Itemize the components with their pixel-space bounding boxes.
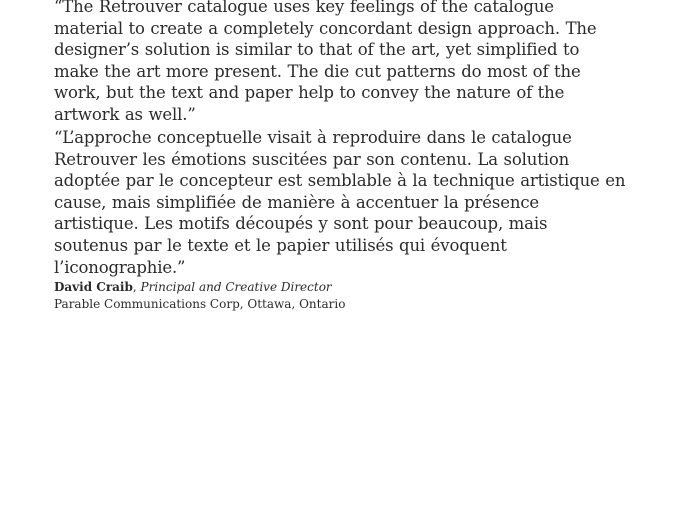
attribution-separator: ,	[132, 280, 141, 294]
english-quote: “The Retrouver catalogue uses key feelings of the catalogue material to create a completely concordant design approach. The designer’s solution is similar to that of the art, yet simplified to make the art more present. The die cut patterns do most of the work, but the text and paper help to convey the nature of the artwork as well.”	[54, 0, 597, 124]
attribution-line	[54, 279, 345, 296]
author-organization: Parable Communications Corp, Ottawa, Ontario	[54, 297, 346, 311]
author-name: David Craib	[54, 280, 133, 294]
author-title: Principal and Creative Director	[140, 280, 332, 294]
attribution	[54, 279, 345, 313]
french-quote: “L’approche conceptuelle visait à reproduire dans le catalogue Retrouver les émotions suscitées par son contenu. La solution adoptée par le concepteur est semblable à la technique artistique en cause, mais simplifiée de manière à accentuer la présence artistique. Les motifs découpés y sont pour beaucoup, mais soutenus par le texte et le papier utilisés qui évoquent l’iconographie.”	[54, 128, 626, 277]
